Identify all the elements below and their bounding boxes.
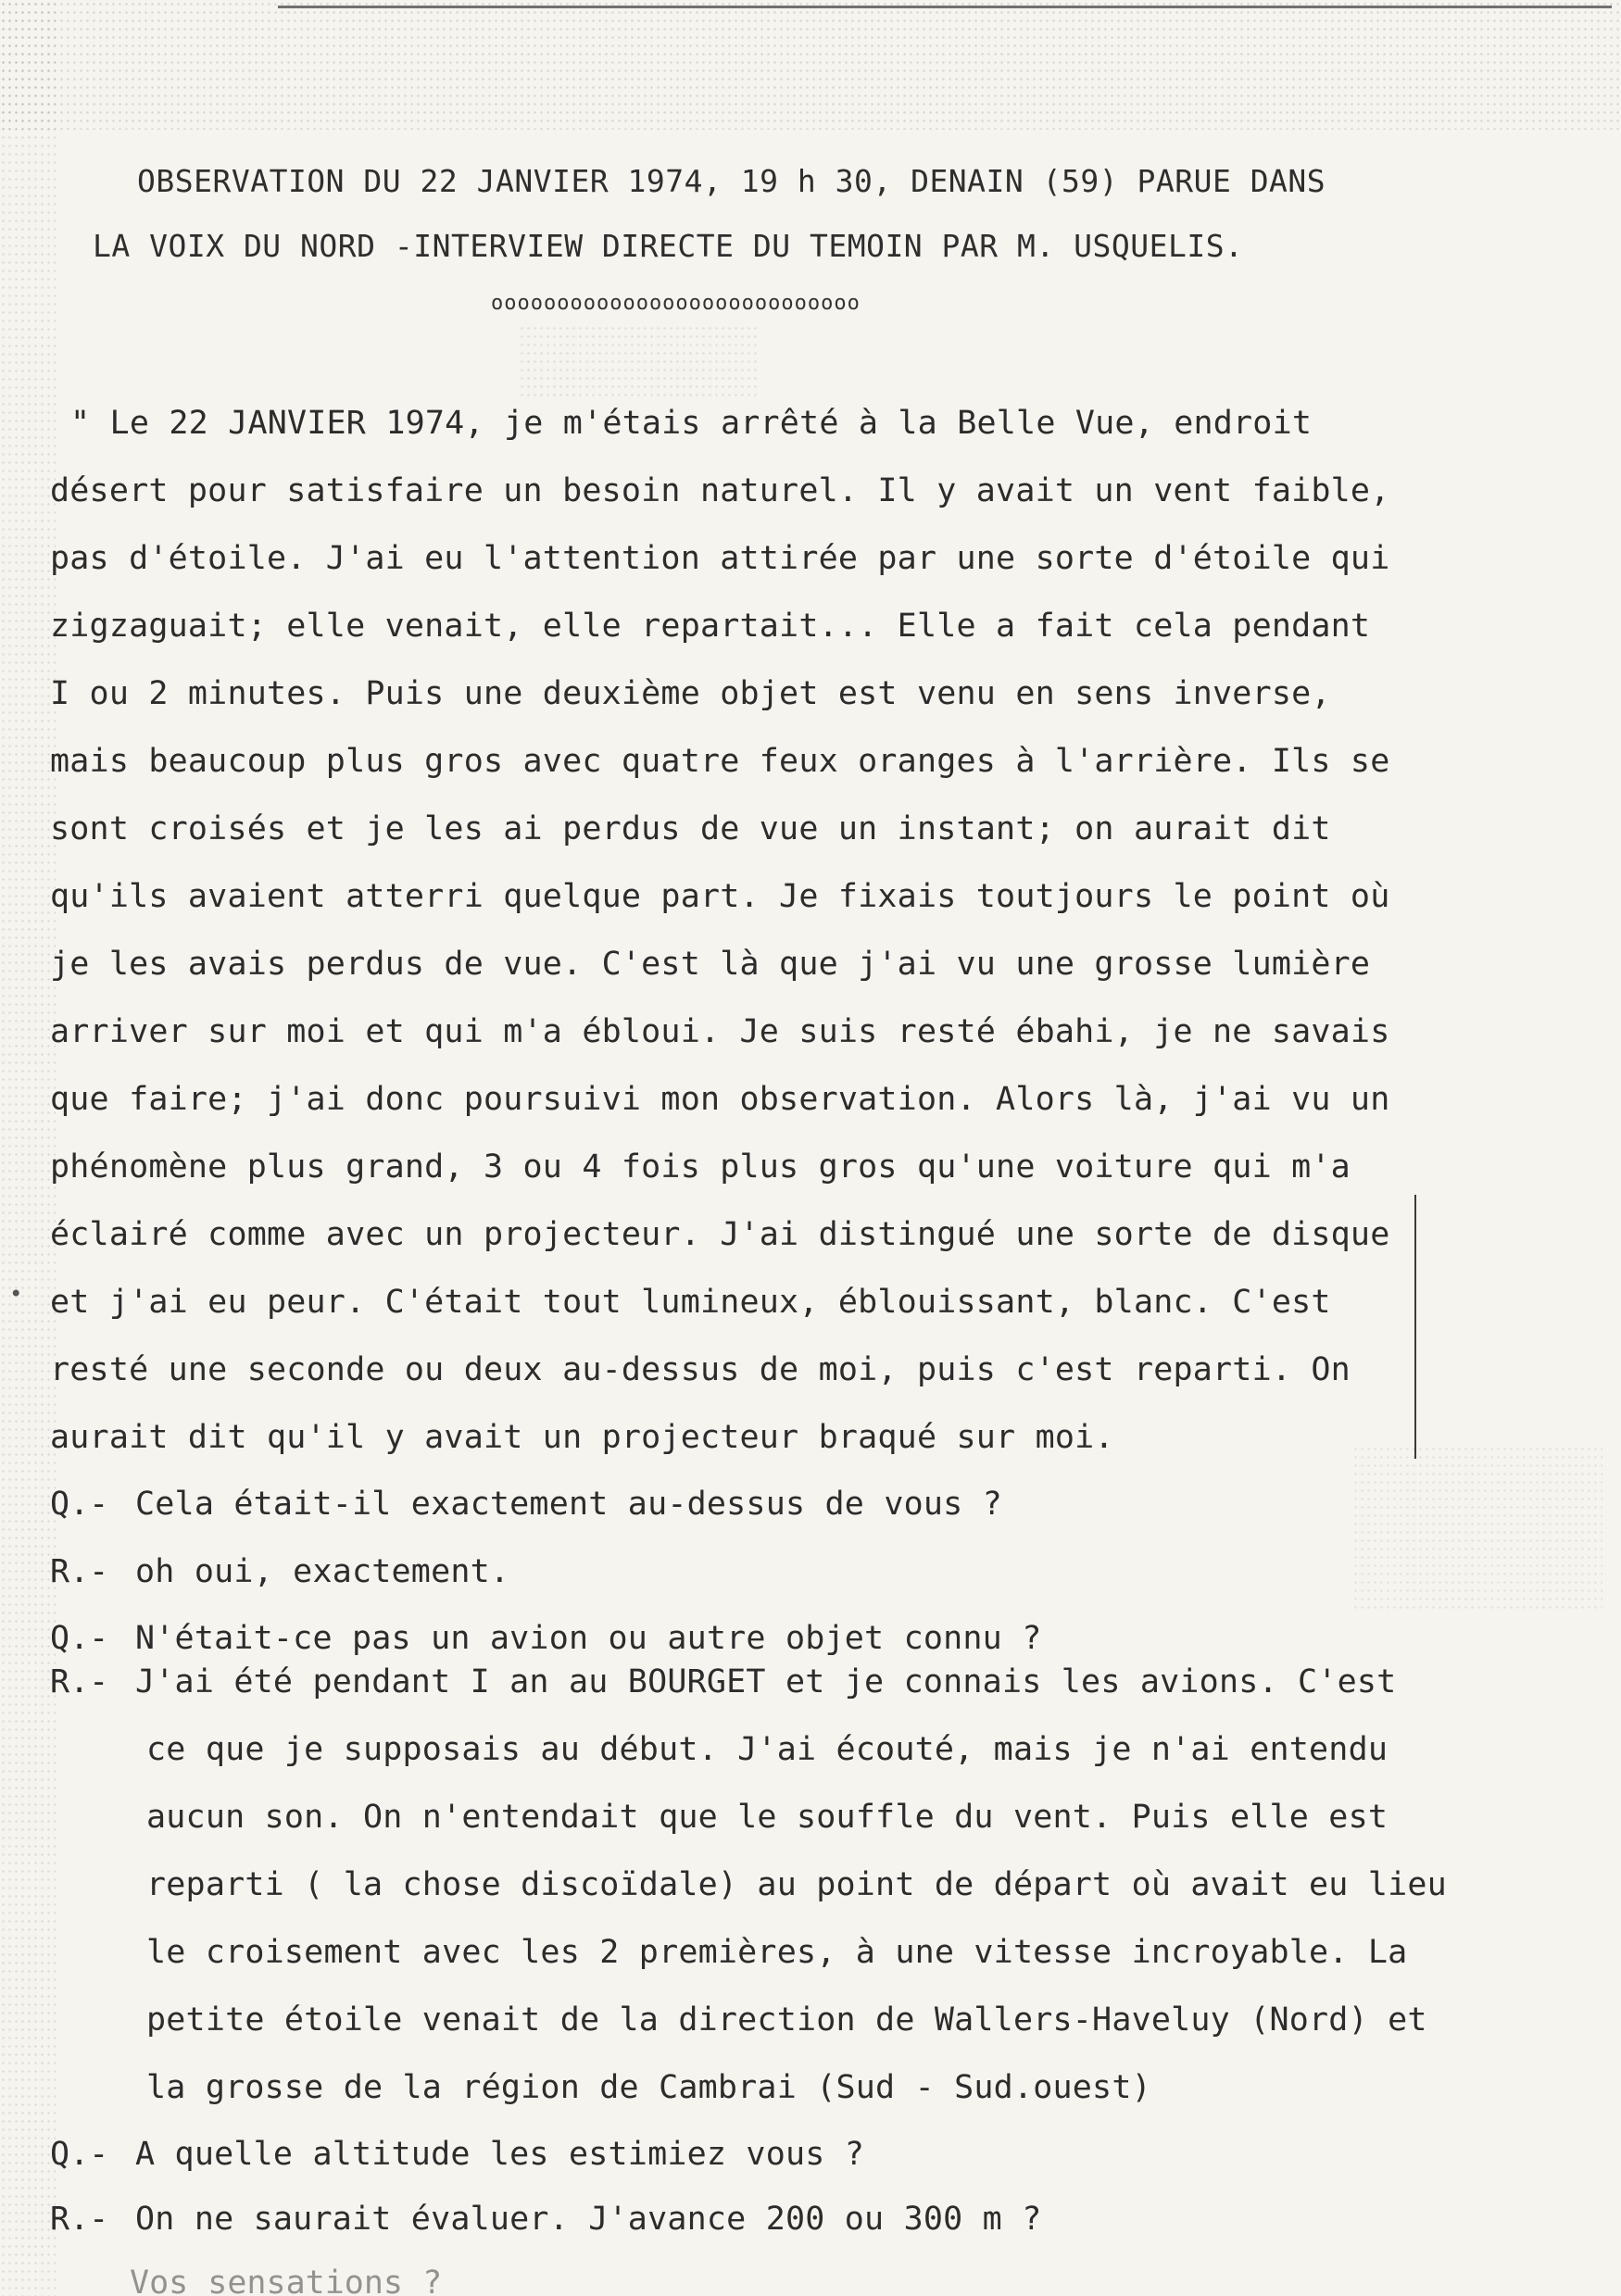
answer-text: On ne saurait évaluer. J'avance 200 ou 300 m ? xyxy=(135,2201,1042,2238)
margin-vertical-line xyxy=(1414,1195,1416,1459)
answer-text: le croisement avec les 2 premières, à une vitesse incroyable. La xyxy=(146,1934,1408,1971)
testimony-line: resté une seconde ou deux au-dessus de moi, puis c'est reparti. On xyxy=(50,1351,1351,1388)
scan-noise-top xyxy=(0,0,1621,130)
testimony-line: qu'ils avaient atterri quelque part. Je fixais toutjours le point où xyxy=(50,878,1390,915)
answer-text: oh oui, exactement. xyxy=(135,1553,510,1590)
scan-edge-rule xyxy=(278,6,1612,8)
answer-text: reparti ( la chose discoïdale) au point de départ où avait eu lieu xyxy=(146,1866,1447,1903)
testimony-line: pas d'étoile. J'ai eu l'attention attirée par une sorte d'étoile qui xyxy=(50,540,1390,577)
testimony-line: je les avais perdus de vue. C'est là que j'ai vu une grosse lumière xyxy=(50,946,1371,983)
title-divider: oooooooooooooooooooooooooooo xyxy=(491,292,861,315)
answer-text: la grosse de la région de Cambrai (Sud - Sud.ouest) xyxy=(146,2069,1151,2106)
answer-text: petite étoile venait de la direction de Wallers-Haveluy (Nord) et xyxy=(146,2001,1427,2039)
answer-label: R.- xyxy=(50,1663,109,1700)
scan-noise-patch xyxy=(1352,1445,1602,1612)
testimony-line: I ou 2 minutes. Puis une deuxième objet est venu en sens inverse, xyxy=(50,675,1331,712)
testimony-line: " Le 22 JANVIER 1974, je m'étais arrêté à la Belle Vue, endroit xyxy=(70,405,1313,442)
testimony-line: que faire; j'ai donc poursuivi mon observation. Alors là, j'ai vu un xyxy=(50,1081,1390,1118)
testimony-line: mais beaucoup plus gros avec quatre feux oranges à l'arrière. Ils se xyxy=(50,743,1390,780)
question-text: A quelle altitude les estimiez vous ? xyxy=(135,2136,865,2173)
question-label: Q.- xyxy=(50,1620,109,1657)
document-title-line-1: OBSERVATION DU 22 JANVIER 1974, 19 h 30, DENAIN (59) PARUE DANS xyxy=(137,163,1326,199)
answer-text: ce que je supposais au début. J'ai écouté, mais je n'ai entendu xyxy=(146,1731,1389,1768)
question-text: N'était-ce pas un avion ou autre objet connu ? xyxy=(135,1620,1042,1657)
question-label: Q.- xyxy=(50,1486,109,1523)
testimony-line: sont croisés et je les ai perdus de vue un instant; on aurait dit xyxy=(50,810,1331,847)
testimony-line: et j'ai eu peur. C'était tout lumineux, éblouissant, blanc. C'est xyxy=(50,1284,1331,1321)
margin-mark: • xyxy=(9,1281,23,1307)
answer-label: R.- xyxy=(50,2201,109,2238)
testimony-line: zigzaguait; elle venait, elle repartait... Elle a fait cela pendant xyxy=(50,608,1371,645)
scan-noise-patch xyxy=(519,324,760,398)
document-title-line-2: LA VOIX DU NORD -INTERVIEW DIRECTE DU TEMOIN PAR M. USQUELIS. xyxy=(93,228,1244,264)
scan-noise-left xyxy=(0,0,56,2296)
cut-off-question: Vos sensations ? xyxy=(130,2265,443,2296)
testimony-line: éclairé comme avec un projecteur. J'ai distingué une sorte de disque xyxy=(50,1216,1390,1253)
question-label: Q.- xyxy=(50,2136,109,2173)
answer-label: R.- xyxy=(50,1553,109,1590)
answer-text: J'ai été pendant I an au BOURGET et je connais les avions. C'est xyxy=(135,1663,1397,1700)
answer-text: aucun son. On n'entendait que le souffle du vent. Puis elle est xyxy=(146,1799,1389,1836)
question-text: Cela était-il exactement au-dessus de vous ? xyxy=(135,1486,1002,1523)
testimony-line: phénomène plus grand, 3 ou 4 fois plus gros qu'une voiture qui m'a xyxy=(50,1148,1351,1186)
testimony-line: désert pour satisfaire un besoin naturel. Il y avait un vent faible, xyxy=(50,472,1390,509)
testimony-line: arriver sur moi et qui m'a ébloui. Je suis resté ébahi, je ne savais xyxy=(50,1013,1390,1050)
testimony-line: aurait dit qu'il y avait un projecteur braqué sur moi. xyxy=(50,1419,1114,1456)
